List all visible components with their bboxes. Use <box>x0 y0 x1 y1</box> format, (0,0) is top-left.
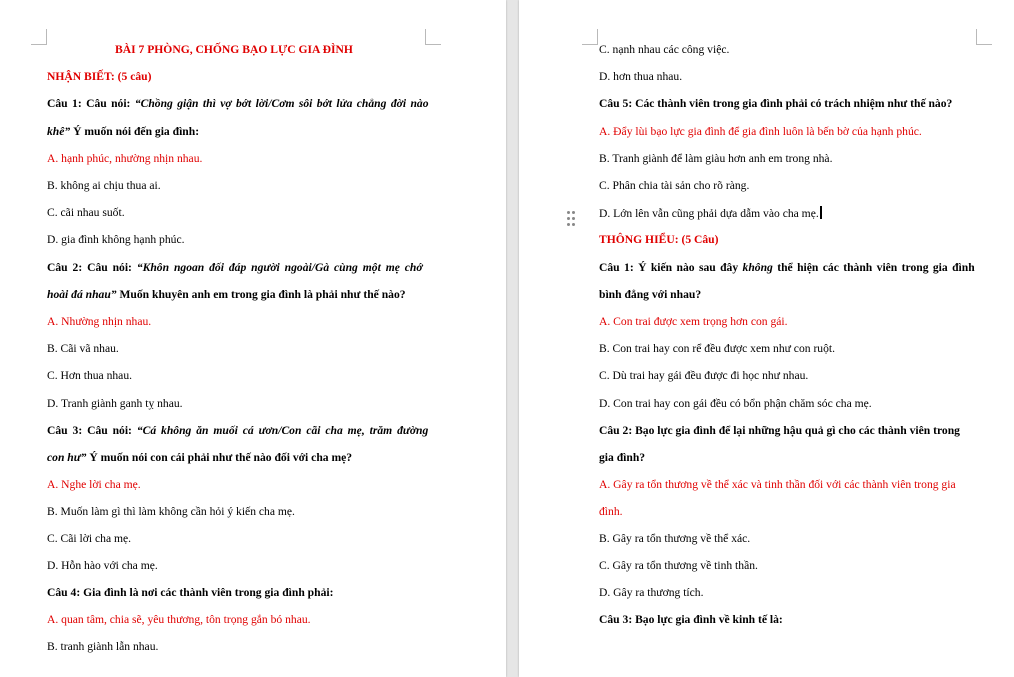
question-3-option-b[interactable]: B. Muốn làm gì thì làm không cần hỏi ý kiến cha mẹ. <box>47 505 295 518</box>
crop-mark-top-right <box>425 29 441 45</box>
question-2-option-b[interactable]: B. Cãi vã nhau. <box>47 342 119 355</box>
comprehension-question-1-emphasis: không <box>742 261 773 274</box>
question-1-option-d[interactable]: D. gia đình không hạnh phúc. <box>47 233 185 246</box>
question-3-option-c[interactable]: C. Cãi lời cha mẹ. <box>47 532 132 545</box>
question-3-line-2[interactable] <box>47 451 352 465</box>
question-2-option-d[interactable]: D. Tranh giành ganh tỵ nhau. <box>47 397 183 410</box>
question-5-option-b[interactable]: B. Tranh giành để làm giàu hơn anh em trong nhà. <box>599 152 833 165</box>
question-4-option-a[interactable]: A. quan tâm, chia sẽ, yêu thương, tôn trọng gắn bó nhau. <box>47 613 311 626</box>
comprehension-question-1-label: Câu 1: Ý kiến nào sau đây <box>599 261 743 274</box>
question-2-option-c[interactable]: C. Hơn thua nhau. <box>47 369 133 382</box>
question-1-label: Câu 1: Câu nói: <box>47 97 135 110</box>
question-4-text[interactable]: Câu 4: Gia đình là nơi các thành viên trong gia đình phải: <box>47 586 334 599</box>
question-1-option-a[interactable]: A. hạnh phúc, nhường nhịn nhau. <box>47 152 203 165</box>
comprehension-question-2-option-a-line-2[interactable]: đình. <box>599 505 623 518</box>
question-5-option-d[interactable] <box>599 206 822 221</box>
comprehension-question-1-rest: thể hiện các thành viên trong gia đình <box>772 261 975 274</box>
question-2-rest: Muốn khuyên anh em trong gia đình là phải như thế nào? <box>116 288 406 301</box>
comprehension-question-1-option-d[interactable]: D. Con trai hay con gái đều có bổn phận chăm sóc cha mẹ. <box>599 397 872 410</box>
question-4-option-b[interactable]: B. tranh giành lẫn nhau. <box>47 640 159 653</box>
question-2-line-1[interactable] <box>47 261 423 275</box>
comprehension-question-1-option-c[interactable]: C. Dù trai hay gái đều được đi học như nhau. <box>599 369 809 382</box>
question-3-quote-end: con hư” <box>47 451 87 464</box>
question-2-quote: “Khôn ngoan đối đáp người ngoài/Gà cùng một mẹ chớ <box>136 261 423 274</box>
text-cursor <box>820 206 822 219</box>
question-3-quote: “Cá không ăn muối cá ươn/Con cãi cha mẹ, trăm đường <box>136 424 429 437</box>
comprehension-question-1-line-2[interactable]: bình đẳng với nhau? <box>599 288 702 301</box>
comprehension-question-2-option-b[interactable]: B. Gây ra tổn thương về thể xác. <box>599 532 751 545</box>
comprehension-question-3-text[interactable]: Câu 3: Bạo lực gia đình về kinh tế là: <box>599 613 783 626</box>
question-1-quote: “Chồng giận thì vợ bớt lời/Cơm sôi bớt lửa chẳng đời nào <box>134 97 429 110</box>
crop-mark-top-left <box>31 29 47 45</box>
comprehension-question-1-line-1[interactable] <box>599 261 975 275</box>
question-3-line-1[interactable] <box>47 424 428 438</box>
question-3-rest: Ý muốn nói con cái phải như thế nào đối với cha mẹ? <box>86 451 353 464</box>
question-4-option-d[interactable]: D. hơn thua nhau. <box>599 70 683 83</box>
question-1-line-1[interactable] <box>47 97 429 111</box>
question-4-option-c[interactable]: C. nạnh nhau các công việc. <box>599 43 730 56</box>
question-1-quote-end: khê” <box>47 125 71 138</box>
question-1-option-b[interactable]: B. không ai chịu thua ai. <box>47 179 161 192</box>
document-page-right <box>519 0 1014 677</box>
comprehension-question-1-option-a[interactable]: A. Con trai được xem trọng hơn con gái. <box>599 315 788 328</box>
section-heading-comprehension[interactable]: THÔNG HIỂU: (5 Câu) <box>599 233 719 246</box>
question-1-rest: Ý muốn nói đến gia đình: <box>70 125 200 138</box>
question-3-option-d[interactable]: D. Hỗn hào với cha mẹ. <box>47 559 158 572</box>
crop-mark-top-left <box>582 29 598 45</box>
comprehension-question-1-option-b[interactable]: B. Con trai hay con rể đều được xem như con ruột. <box>599 342 836 355</box>
question-3-label: Câu 3: Câu nói: <box>47 424 137 437</box>
comprehension-question-2-option-c[interactable]: C. Gây ra tổn thương về tinh thần. <box>599 559 758 572</box>
question-5-option-c[interactable]: C. Phân chia tài sản cho rõ ràng. <box>599 179 750 192</box>
section-heading-recognition[interactable]: NHẬN BIẾT: (5 câu) <box>47 70 152 83</box>
question-2-quote-end: hoài đá nhau” <box>47 288 117 301</box>
question-5-option-d-text: D. Lớn lên vẫn cũng phải dựa dẫm vào cha mẹ. <box>599 207 819 220</box>
comprehension-question-2-line-2[interactable]: gia đình? <box>599 451 646 464</box>
document-page-left <box>0 0 506 677</box>
crop-mark-top-right <box>976 29 992 45</box>
question-5-option-a[interactable]: A. Đẩy lùi bạo lực gia đình để gia đình luôn là bến bờ của hạnh phúc. <box>599 125 922 138</box>
comprehension-question-2-line-1[interactable]: Câu 2: Bạo lực gia đình để lại những hậu quả gì cho các thành viên trong <box>599 424 960 437</box>
question-5-text[interactable]: Câu 5: Các thành viên trong gia đình phải có trách nhiệm như thế nào? <box>599 97 953 110</box>
question-2-label: Câu 2: Câu nói: <box>47 261 137 274</box>
question-2-line-2[interactable] <box>47 288 406 302</box>
comprehension-question-2-option-a-line-1[interactable]: A. Gây ra tổn thương về thể xác và tinh thần đối với các thành viên trong gia <box>599 478 956 491</box>
question-2-option-a[interactable]: A. Nhường nhịn nhau. <box>47 315 152 328</box>
comprehension-question-2-option-d[interactable]: D. Gây ra thương tích. <box>599 586 704 599</box>
drag-handle-icon[interactable] <box>567 211 577 227</box>
question-1-option-c[interactable]: C. cãi nhau suốt. <box>47 206 125 219</box>
page-title[interactable]: BÀI 7 PHÒNG, CHỐNG BẠO LỰC GIA ĐÌNH <box>115 43 353 56</box>
question-1-line-2[interactable] <box>47 125 199 139</box>
question-3-option-a[interactable]: A. Nghe lời cha mẹ. <box>47 478 141 491</box>
